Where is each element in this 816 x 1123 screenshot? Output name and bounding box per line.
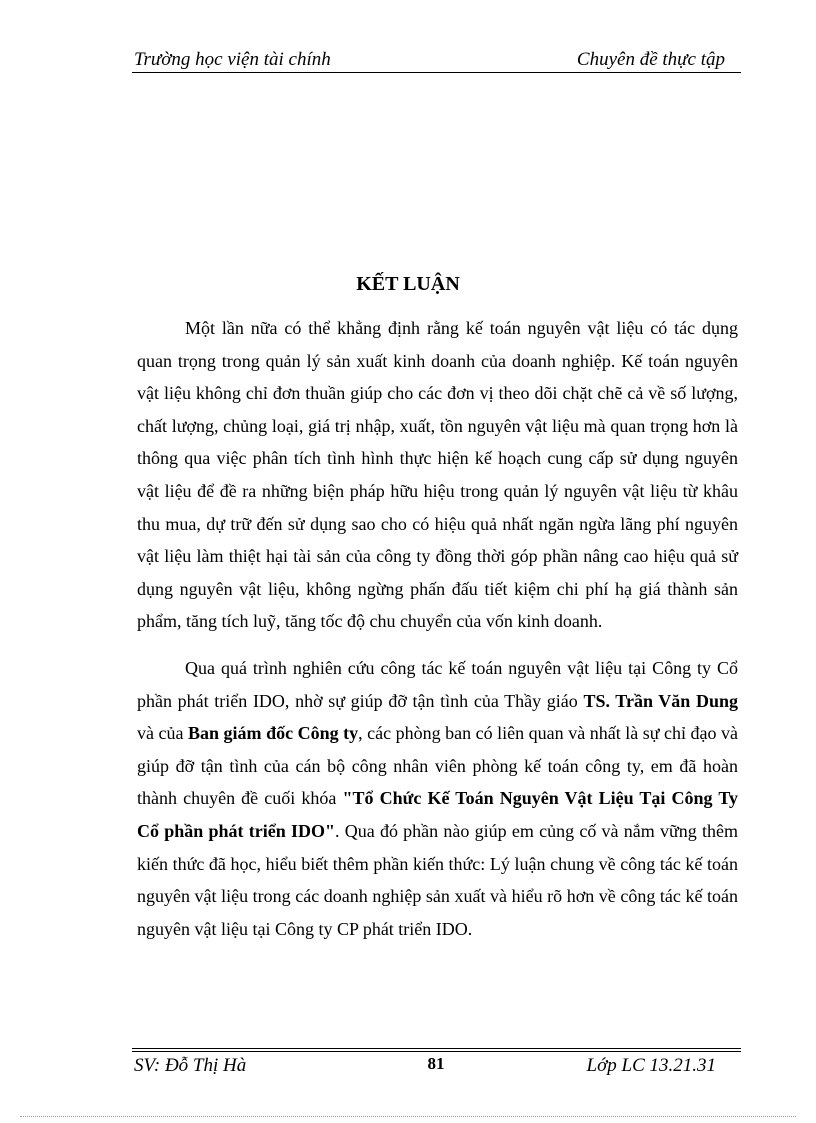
page-bottom-border xyxy=(20,1116,796,1117)
thesis-title: "Tổ Chức Kế Toán Nguyên Vật Liệu Tại Công Ty Cổ phần phát triển IDO" xyxy=(137,788,738,841)
footer-divider-top xyxy=(132,1048,741,1049)
paragraph-2 xyxy=(137,652,738,945)
header-divider xyxy=(132,72,741,73)
board-name: Ban giám đốc Công ty xyxy=(188,723,359,744)
document-body xyxy=(137,312,738,945)
paragraph-2-text-1: Qua quá trình nghiên cứu công tác kế toán nguyên vật liệu tại Công ty Cổ phần phát triển IDO, nhờ sự giúp đỡ tận tình của Thầy giáo xyxy=(137,657,738,711)
paragraph-2-text-3: , các phòng ban có liên quan và nhất là sự chỉ đạo và giúp đỡ tận tình của cán bộ công nhân viên phòng kế toán công ty, em đã hoàn thành chuyên đề cuối khóa xyxy=(137,723,739,809)
header-school-name: Trường học viện tài chính xyxy=(134,49,331,70)
paragraph-1: Một lần nữa có thể khẳng định rằng kế toán nguyên vật liệu có tác dụng quan trọng trong quản lý sản xuất kinh doanh của doanh nghiệp. Kế toán nguyên vật liệu không chỉ đơn thuần giúp cho các đơn vị theo dõi chặt chẽ cả về số lượng, chất lượng, chủng loại, giá trị nhập, xuất, tồn nguyên vật liệu mà quan trọng hơn là thông qua việc phân tích tình hình thực hiện kế hoạch cung cấp sử dụng nguyên vật liệu để đề ra những biện pháp hữu hiệu trong quản lý nguyên vật liệu từ khâu thu mua, dự trữ đến sử dụng sao cho có hiệu quả nhất ngăn ngừa lãng phí nguyên vật liệu làm thiệt hại tài sản của công ty đồng thời góp phần nâng cao hiệu quả sử dụng nguyên vật liệu, không ngừng phấn đấu tiết kiệm chi phí hạ giá thành sản phẩm, tăng tích luỹ, tăng tốc độ chu chuyển của vốn kinh doanh. xyxy=(137,318,738,632)
teacher-name: TS. Trần Văn Dung xyxy=(583,690,738,711)
page-number: 81 xyxy=(427,1054,445,1073)
footer-divider-bottom xyxy=(132,1051,741,1052)
header-document-type: Chuyên đề thực tập xyxy=(576,49,725,70)
footer-class-code: Lớp LC 13.21.31 xyxy=(586,1055,716,1076)
paragraph-2-text-2: và của xyxy=(137,723,189,744)
footer-student-name: SV: Đỗ Thị Hà xyxy=(134,1055,247,1076)
page-title: KẾT LUẬN xyxy=(356,273,460,295)
paragraph-2-text-4: . Qua đó phần nào giúp em củng cố và nắm vững thêm kiến thức đã học, hiểu biết thêm phần kiến thức: Lý luận chung về công tác kế toán nguyên vật liệu trong các doanh nghiệp sản xuất và hiểu rõ hơn về công tác kế toán nguyên vật liệu tại Công ty CP phát triển IDO. xyxy=(137,820,738,939)
